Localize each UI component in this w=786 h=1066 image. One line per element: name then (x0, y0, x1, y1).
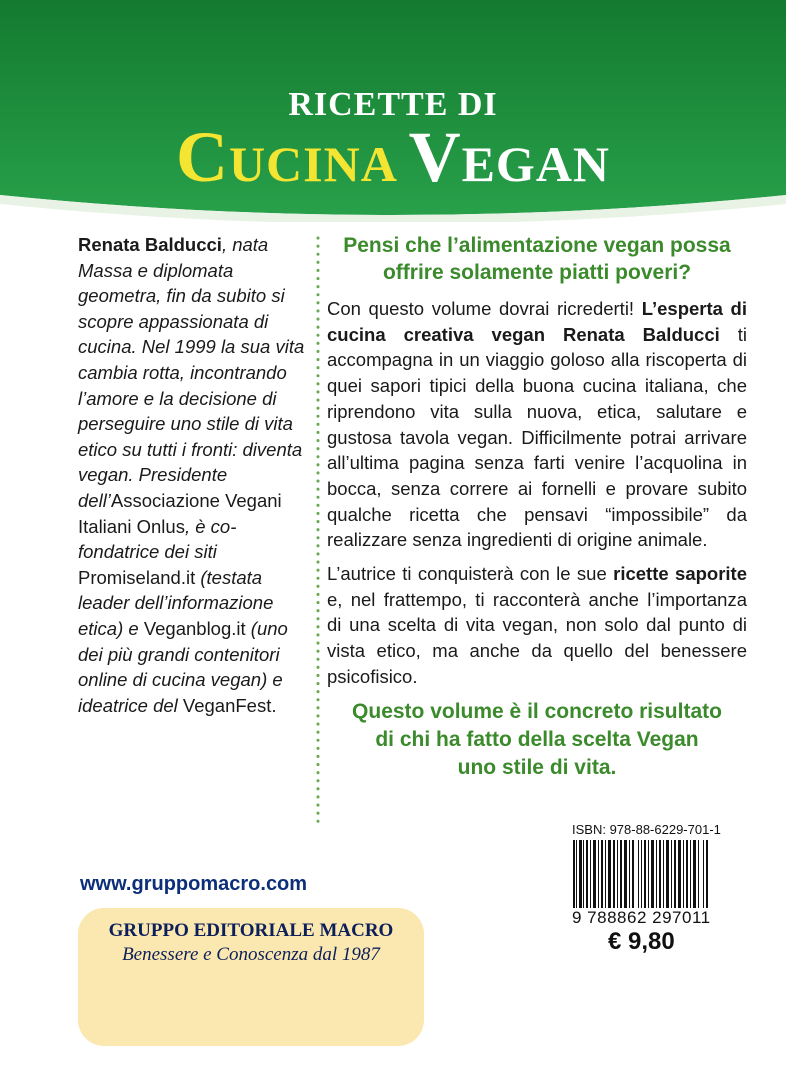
bio-promiseland: Promiseland.it (78, 566, 196, 588)
title-c-initial: C (175, 117, 229, 197)
bio-end: . (271, 694, 277, 716)
bio-text-3: (testata leader dell’informazione etica) e (78, 566, 274, 639)
author-name: Renata Balducci (78, 234, 222, 255)
publisher-box (78, 908, 424, 1046)
title-egan: EGAN (461, 136, 611, 192)
p1-intro: Con questo volume dovrai ricrederti! (327, 298, 642, 319)
title-ucina: UCINA (228, 136, 396, 192)
bio-text-1: , nata Massa e diplomata geometra, fin da subito si scopre appassionata di cucina. Nel 1999 la sua vita cambia rotta, incontrando l’amore e la decisione di perseguire uno stile di vita etico su tutti i fronti: diventa vegan. Presidente dell’ (78, 234, 305, 511)
price-label: € 9,80 (608, 928, 675, 955)
description-body (327, 296, 747, 690)
closing-line-1: Questo volume è il concreto risultato (352, 699, 722, 723)
bio-text-4: (uno dei più grandi contenitori online di cucina vegan) e ideatrice del (78, 617, 288, 716)
publisher-website-link[interactable]: www.gruppomacro.com (80, 873, 308, 895)
bio-association: Associazione Vegani Italiani Onlus (78, 489, 282, 537)
description-paragraph-1 (327, 296, 747, 553)
p2-bold: ricette saporite (613, 563, 747, 585)
closing-line-3: uno stile di vita. (457, 755, 617, 779)
title-main (0, 117, 786, 199)
barcode-digits: 9 788862 297011 (572, 908, 711, 927)
closing-line-2: di chi ha fatto della scelta Vegan (375, 727, 699, 751)
cover-header (0, 0, 786, 222)
title-line-1: RICETTE DI (288, 86, 498, 123)
bio-veganblog: Veganblog.it (143, 617, 246, 639)
dotted-divider (315, 236, 321, 824)
author-bio (78, 232, 310, 718)
p2-intro: L’autrice ti conquisterà con le sue (327, 563, 614, 585)
bio-veganfest: VeganFest (182, 694, 272, 716)
publisher-tagline: Benessere e Conoscenza dal 1987 (122, 944, 380, 965)
p2-rest: e, nel frattempo, ti racconterà anche l’importanza di una scelta di vita vegan, non solo dal punto di vista etico, ma anche da quello del benessere psicofisico. (327, 588, 747, 687)
title-v-initial: V (408, 117, 462, 197)
p1-rest: ti accompagna in un viaggio goloso alla riscoperta di quei sapori tipici della buona cucina italiana, che riprendono vita sulla nuova, etica, salutare e gustosa tavola vegan. Difficilmente potrai arrivare all’ultima pagina senza farti venire l’acquolina in bocca, senza correre ai fornelli e provare subito qualche ricetta che pensavi “impossibile” da realizzare senza ingredienti di origine animale. (327, 323, 748, 551)
isbn-label: ISBN: 978-88-6229-701-1 (572, 822, 721, 837)
p1-bold: L’esperta di cucina creativa vegan Renata Balducci (327, 298, 747, 345)
closing-statement (327, 698, 747, 782)
publisher-name: GRUPPO EDITORIALE MACRO (108, 920, 394, 941)
description-heading: Pensi che l’alimentazione vegan possa offrire solamente piatti poveri? (343, 234, 731, 284)
book-description (327, 232, 747, 782)
description-paragraph-2 (327, 561, 747, 690)
bio-text-2: , è co-fondatrice dei siti (78, 515, 237, 563)
